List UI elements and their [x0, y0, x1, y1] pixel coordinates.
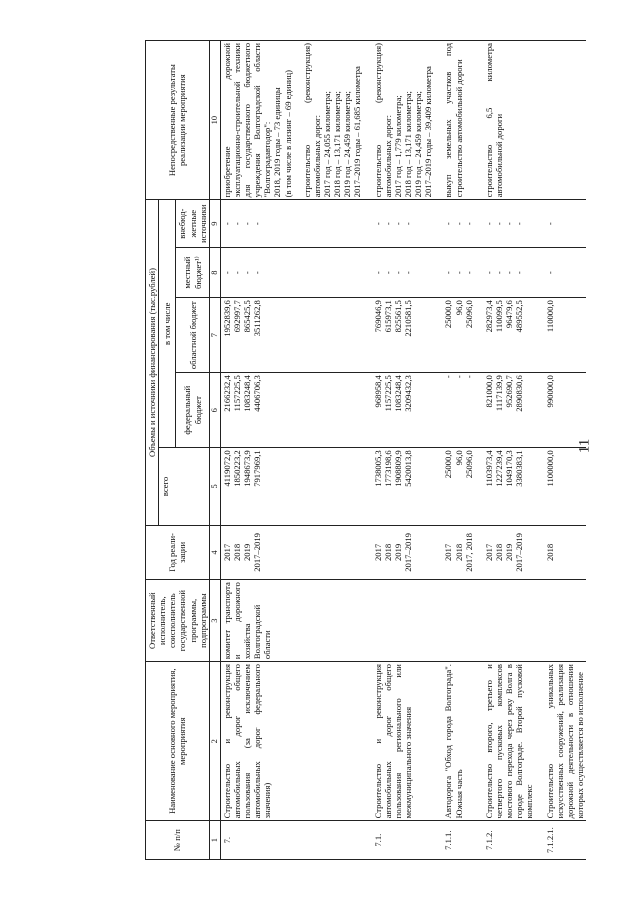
- cell-num: 7.1.2.: [483, 821, 536, 860]
- cell-total: [220, 448, 363, 525]
- cell-line: 1948673,9: [242, 450, 253, 487]
- col-number: 8: [209, 248, 220, 298]
- cell-line: -: [514, 222, 525, 226]
- cell-line: 2019: [242, 543, 253, 561]
- cell-local: [220, 248, 363, 298]
- cell-line: 1103973,4: [483, 450, 494, 487]
- cell-total: [483, 448, 536, 525]
- cell-regional: [220, 298, 363, 373]
- landscape-sheet: [145, 40, 635, 860]
- cell-line: 692997,7: [231, 300, 242, 333]
- cell-exec: [544, 580, 587, 662]
- cell-name: Строительство уникальных искусственных сооружений, реализация дорожной деятельности в отношении которых осуществляется во исполнение: [544, 662, 587, 821]
- cell-line: 1117139,9: [493, 375, 504, 412]
- cell-line: 282973,4: [483, 300, 494, 333]
- cell-line: 2018 год – 13,171 километра;: [403, 91, 413, 198]
- cell-line: 1227239,4: [493, 450, 504, 487]
- cell-line: -: [231, 222, 242, 226]
- col-number: 4: [209, 525, 220, 580]
- cell-line: 1773198,6: [382, 450, 393, 487]
- cell-line: 2018, 2019 годы – 73 единицы: [272, 87, 283, 198]
- cell-federal: [544, 373, 587, 448]
- cell-line: 3209432,3: [403, 375, 413, 412]
- cell-line: 825561,5: [392, 300, 403, 333]
- cell-line: 2017–2019: [403, 533, 413, 572]
- header-name: Наименование основного мероприятия, мероприятия: [146, 662, 210, 821]
- table-row: [372, 41, 435, 860]
- col-number: 9: [209, 200, 220, 248]
- cell-line: 1908809,9: [392, 450, 403, 487]
- cell-line: приобретение дорожной эксплуатационно-строительной техники для государственного бюджетного учреждения Волгоградской области "Волгоградавтодор":: [221, 43, 273, 198]
- cell-result: [544, 41, 587, 200]
- cell-total: [544, 448, 587, 525]
- cell-line: -: [544, 222, 555, 226]
- cell-line: -: [443, 375, 454, 379]
- cell-num: 7.: [220, 821, 363, 860]
- cell-line: 1738005,3: [372, 450, 383, 487]
- cell-line: 2017 год – 24,055 километра;: [322, 91, 333, 198]
- cell-line: 2017: [443, 543, 454, 561]
- cell-line: 25000,0: [443, 450, 454, 479]
- cell-line: строительство 6,5 километра автомобильной дороги: [483, 43, 504, 198]
- cell-line: -: [403, 222, 413, 226]
- cell-federal: [372, 373, 435, 448]
- cell-line: 952690,7: [504, 375, 515, 408]
- cell-line: 96,0: [453, 300, 464, 316]
- cell-other: [483, 200, 536, 248]
- cell-line: 2019: [504, 543, 515, 561]
- cell-line: 990000,0: [544, 375, 555, 408]
- cell-line: 2890830,6: [514, 375, 525, 412]
- page-number: 11: [576, 438, 593, 454]
- cell-name: Автодорога "Обход города Волгограда". Южная часть: [442, 662, 474, 821]
- cell-exec: [483, 580, 536, 662]
- cell-line: 3380383,1: [514, 450, 525, 487]
- cell-line: 821000,0: [483, 375, 494, 408]
- col-number: 6: [209, 373, 220, 448]
- program-table: [145, 40, 586, 860]
- header-finance: Объемы и источники финансирования (тыс.рублей): [146, 200, 159, 525]
- cell-line: -: [483, 271, 494, 275]
- cell-line: 2018: [544, 543, 555, 561]
- header-local: местный бюджет¹⁾: [176, 248, 209, 298]
- cell-result: [220, 41, 363, 200]
- cell-federal: [442, 373, 474, 448]
- cell-years: [544, 525, 587, 580]
- cell-line: 968958,4: [372, 375, 383, 408]
- cell-line: 96479,6: [504, 300, 515, 329]
- col-number: 5: [209, 448, 220, 525]
- col-number: 7: [209, 298, 220, 373]
- cell-exec: [442, 580, 474, 662]
- cell-result: [483, 41, 536, 200]
- cell-federal: [220, 373, 363, 448]
- cell-line: -: [392, 222, 403, 226]
- cell-line: 2018: [231, 543, 242, 561]
- cell-line: -: [453, 271, 464, 275]
- cell-years: [372, 525, 435, 580]
- cell-line: 1083248,4: [242, 375, 253, 412]
- cell-exec: комитет транспорта и дорожного хозяйства Волгоградской области: [220, 580, 363, 662]
- cell-name: Строительство второго, третьего и четвертого пусковых комплексов мостового перехода через реку Волга в городе Волгограде. Второй пусковой комплекс: [483, 662, 536, 821]
- cell-line: 110000,0: [544, 300, 555, 333]
- cell-line: -: [514, 271, 525, 275]
- cell-line: 2018: [453, 543, 464, 561]
- cell-line: 1083248,4: [392, 375, 403, 412]
- cell-line: 2019: [392, 543, 403, 561]
- cell-line: 2017–2019: [514, 533, 525, 572]
- cell-line: -: [544, 271, 555, 275]
- cell-line: 1049170,3: [504, 450, 515, 487]
- cell-line: -: [504, 222, 515, 226]
- header-federal: федеральный бюджет: [176, 373, 209, 448]
- cell-name: Строительство и реконструкция автомобильных дорог общего пользования регионального или межмуниципального значения: [372, 662, 435, 821]
- cell-line: -: [453, 222, 464, 226]
- cell-other: [220, 200, 363, 248]
- cell-line: 2018: [493, 543, 504, 561]
- cell-line: 615973,1: [382, 300, 393, 333]
- cell-line: 1100000,0: [544, 450, 555, 487]
- cell-line: строительство (реконструкция) автомобильных дорог:: [301, 43, 322, 198]
- col-number: 10: [209, 41, 220, 200]
- cell-line: 1157225,5: [231, 375, 242, 412]
- header-num: № п/п: [146, 821, 210, 860]
- cell-line: 2019 год – 24,459 километра;: [342, 91, 353, 198]
- cell-regional: [372, 298, 435, 373]
- cell-regional: [544, 298, 587, 373]
- cell-line: 2017–2019 годы – 39,409 километра: [423, 66, 434, 198]
- cell-line: -: [463, 222, 474, 226]
- table-row: [483, 41, 536, 860]
- cell-line: -: [242, 222, 253, 226]
- cell-line: -: [382, 222, 393, 226]
- table-row: [220, 41, 363, 860]
- cell-line: -: [463, 271, 474, 275]
- cell-line: 1952839,6: [221, 300, 232, 337]
- header-including: в том числе: [159, 200, 176, 448]
- cell-line: 110099,5: [493, 300, 504, 333]
- cell-line: 1157225,5: [382, 375, 393, 412]
- column-numbers-row: [209, 41, 220, 860]
- header-result: Непосредственные результаты реализации мероприятия: [146, 41, 210, 200]
- cell-local: [372, 248, 435, 298]
- cell-line: -: [372, 222, 383, 226]
- col-number: 1: [209, 821, 220, 860]
- cell-line: 25000,0: [443, 300, 454, 329]
- col-number: 3: [209, 580, 220, 662]
- cell-line: 7917969,1: [252, 450, 263, 487]
- cell-line: -: [392, 271, 403, 275]
- cell-line: 2017: [483, 543, 494, 561]
- header-total: всего: [159, 448, 210, 525]
- cell-result: [372, 41, 435, 200]
- col-number: 2: [209, 662, 220, 821]
- cell-line: 25096,0: [463, 450, 474, 479]
- table-row: [442, 41, 474, 860]
- cell-line: -: [443, 271, 454, 275]
- cell-line: -: [493, 271, 504, 275]
- cell-line: -: [504, 271, 515, 275]
- cell-line: -: [221, 271, 232, 275]
- cell-line: 2019 год – 24,459 километра;: [413, 91, 424, 198]
- cell-line: -: [493, 222, 504, 226]
- cell-total: [372, 448, 435, 525]
- cell-line: -: [242, 271, 253, 275]
- cell-line: 4119072,0: [221, 450, 232, 487]
- cell-regional: [483, 298, 536, 373]
- cell-line: -: [403, 271, 413, 275]
- cell-line: 3511262,8: [252, 300, 263, 337]
- cell-local: [544, 248, 587, 298]
- cell-other: [442, 200, 474, 248]
- cell-line: 25096,0: [463, 300, 474, 329]
- cell-line: -: [221, 222, 232, 226]
- cell-line: 4406706,3: [252, 375, 263, 412]
- cell-years: [220, 525, 363, 580]
- cell-line: 1850223,2: [231, 450, 242, 487]
- cell-line: -: [382, 271, 393, 275]
- cell-name: Строительство и реконструкция автомобильных дорог общего пользования (за исключением автомобильных дорог федерального значения): [220, 662, 363, 821]
- cell-line: 2017, 2018: [463, 533, 474, 572]
- cell-line: 2017: [221, 543, 232, 561]
- cell-line: [545, 43, 554, 197]
- header-year: Год реали-зации: [146, 525, 210, 580]
- cell-local: [442, 248, 474, 298]
- cell-line: 769046,9: [372, 300, 383, 333]
- cell-regional: [442, 298, 474, 373]
- table-body: [220, 41, 586, 860]
- cell-line: -: [252, 222, 263, 226]
- cell-line: 2017: [372, 543, 383, 561]
- cell-federal: [483, 373, 536, 448]
- cell-exec: [372, 580, 435, 662]
- cell-line: 489552,5: [514, 300, 525, 333]
- header-regional: областной бюджет: [176, 298, 209, 373]
- cell-line: выкуп земельных участков под строительство автомобильной дороги: [443, 43, 464, 198]
- cell-line: -: [483, 222, 494, 226]
- cell-result: [442, 41, 474, 200]
- cell-line: 96,0: [453, 450, 464, 466]
- cell-line: 2018 год – 13,171 километра;: [332, 91, 343, 198]
- cell-years: [442, 525, 474, 580]
- cell-num: 7.1.1.: [442, 821, 474, 860]
- cell-years: [483, 525, 536, 580]
- cell-line: 2017 год – 1,779 километра;: [392, 95, 403, 198]
- cell-line: (в том числе в лизинг – 69 единиц): [282, 70, 293, 198]
- cell-total: [442, 448, 474, 525]
- cell-line: 2017–2019: [252, 533, 263, 572]
- cell-line: 2017–2019 годы – 61,685 километра: [352, 66, 363, 198]
- table-row: [544, 41, 587, 860]
- cell-line: 5420013,8: [403, 450, 413, 487]
- cell-line: [293, 43, 302, 197]
- cell-num: 7.1.2.1.: [544, 821, 587, 860]
- cell-line: -: [453, 375, 464, 379]
- cell-line: строительство (реконструкция) автомобильных дорог:: [372, 43, 393, 198]
- cell-line: 865425,5: [242, 300, 253, 333]
- cell-line: -: [252, 271, 263, 275]
- cell-line: -: [463, 375, 474, 379]
- cell-line: 2166232,4: [221, 375, 232, 412]
- cell-line: 2018: [382, 543, 393, 561]
- cell-line: 2210581,5: [403, 300, 413, 337]
- cell-line: -: [372, 271, 383, 275]
- cell-line: -: [231, 271, 242, 275]
- cell-other: [544, 200, 587, 248]
- header-executor: Ответственный исполнитель, соисполнитель государственной программы, подпрограммы: [146, 580, 210, 662]
- cell-local: [483, 248, 536, 298]
- cell-num: 7.1.: [372, 821, 435, 860]
- header-other: внебюд-жетные источники: [176, 200, 209, 248]
- cell-other: [372, 200, 435, 248]
- cell-line: -: [443, 222, 454, 226]
